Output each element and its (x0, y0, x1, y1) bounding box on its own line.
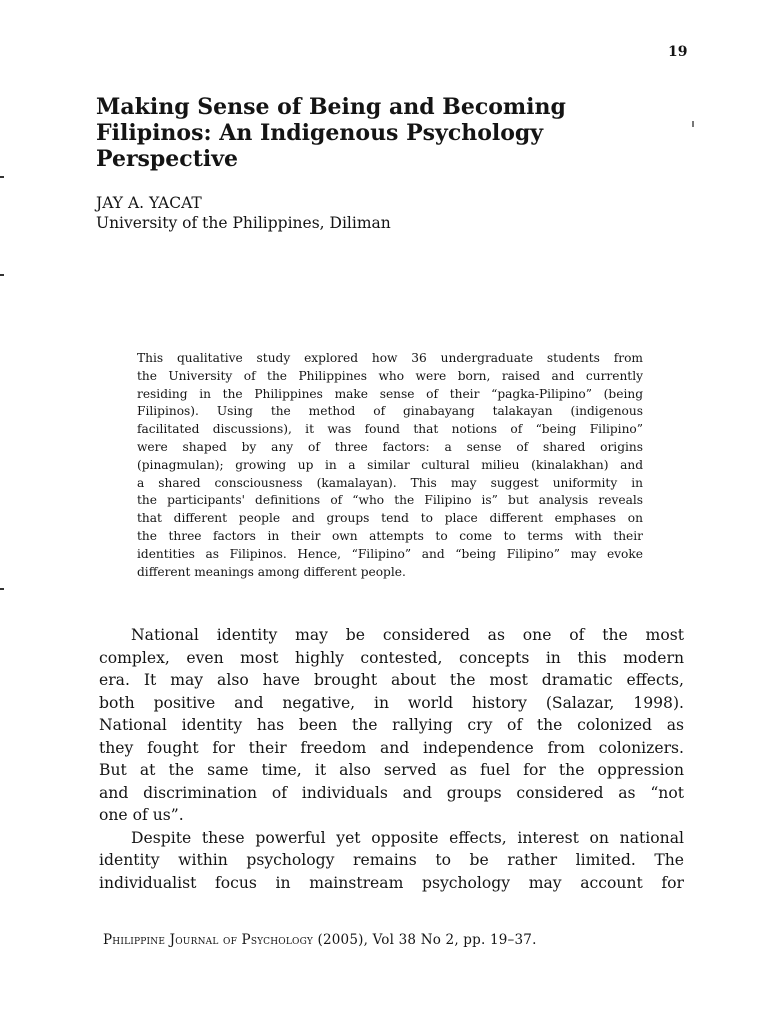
abstract-line: the three factors in their own attempts to come to terms with their (137, 528, 643, 543)
author-affiliation: University of the Philippines, Diliman (96, 214, 391, 232)
margin-tick (0, 588, 4, 590)
abstract-line: the University of the Philippines who were born, raised and currently (137, 368, 643, 383)
abstract-line: the participants' definitions of “who the Filipino is” but analysis reveals (137, 493, 643, 508)
abstract-line: residing in the Philippines make sense of their “pagka-Pilipino” (being (137, 386, 643, 401)
title-line: Perspective (96, 146, 239, 172)
abstract-line: were shaped by any of three factors: a sense of shared origins (137, 439, 643, 454)
abstract-line: (pinagmulan); growing up in a similar cultural milieu (kinalakhan) and (137, 457, 643, 472)
author-name: JAY A. YACAT (96, 194, 202, 212)
margin-tick (0, 274, 4, 276)
abstract-line: identities as Filipinos. Hence, “Filipino” and “being Filipino” may evoke (137, 546, 643, 561)
abstract-line: Filipinos). Using the method of ginabayang talakayan (indigenous (137, 404, 643, 419)
abstract-line: This qualitative study explored how 36 undergraduate students from (137, 351, 643, 365)
journal-citation: (2005), Vol 38 No 2, pp. 19–37. (317, 932, 537, 948)
body-line: era. It may also have brought about the most dramatic effects, (99, 671, 684, 689)
scan-mark (692, 121, 694, 127)
title-line: Filipinos: An Indigenous Psychology (96, 120, 544, 146)
body-line: complex, even most highly contested, concepts in this modern (99, 648, 684, 667)
body-line: But at the same time, it also served as fuel for the oppression (99, 761, 684, 779)
abstract-line: different meanings among different people. (137, 564, 406, 579)
body-line: both positive and negative, in world history (Salazar, 1998). (99, 693, 684, 712)
author-block (96, 193, 391, 233)
abstract-line: that different people and groups tend to place different emphases on (137, 511, 643, 526)
margin-tick (0, 176, 4, 178)
title-line: Making Sense of Being and Becoming (96, 94, 566, 120)
abstract-line: facilitated discussions), it was found that notions of “being Filipino” (137, 422, 643, 437)
body-line: National identity may be considered as one of the most (131, 626, 684, 644)
body-line: Despite these powerful yet opposite effects, interest on national (131, 828, 684, 847)
body-line: individualist focus in mainstream psychology may account for (99, 873, 684, 892)
body-line: one of us”. (99, 806, 184, 824)
journal-footer (103, 932, 537, 948)
body-line: and discrimination of individuals and groups considered as “not (99, 783, 684, 802)
body-line: identity within psychology remains to be rather limited. The (99, 851, 684, 869)
article-title (96, 94, 656, 172)
body-text (99, 624, 684, 894)
abstract (137, 350, 643, 581)
abstract-line: a shared consciousness (kamalayan). This may suggest uniformity in (137, 475, 643, 490)
page-number: 19 (668, 44, 688, 60)
body-line: they fought for their freedom and independence from colonizers. (99, 738, 684, 757)
journal-name: Philippine Journal of Psychology (103, 932, 314, 948)
body-line: National identity has been the rallying cry of the colonized as (99, 716, 684, 734)
